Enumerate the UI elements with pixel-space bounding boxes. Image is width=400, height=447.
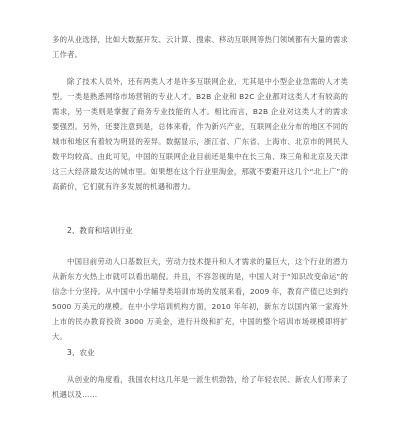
- paragraph-talent-demand: 除了技术人员外，还有两类人才是许多互联网企业，尤其是中小型企业急需的人才类型。一类是熟悉网络市场营销的专业人才。B2B 企业和 B2C 企业都对这类人才有较高的需求，另一类则是掌握了商务专业技能的人才。相比而言，B2B 企业对这类人才的需求要强烈。另外，还要注意到是，总体来看，作为新兴产业，互联网企业分布的地区不同的城市和地区有着较为明显的差异。数据显示，浙江省、广东省、上海市、北京市的网民人数平均较高。由此可见，中国的互联网企业目前还是集中在长三角、珠三角和北京及天津这三大经济最发达的城市里。如果想在这个行业里淘金，那就不要避开这几个“北上广”的高薪价，它们就有许多发展的机遇和潜力。: [52, 77, 348, 191]
- section-heading-education: 2、教育和培训行业: [67, 226, 133, 235]
- paragraph-education-industry: 中国目前劳动人口基数巨大，劳动力技术提升和人才需求的量巨大，这个行业的潜力从新东方火热上市就可以看出端倪。并且，不容忽视的是，中国人对于“知识改变命运”的信念十分坚持。从中国中小学辅导类培训市场的发展来看，2009 年，教育产值已达到约 5000 万美元的规模。在中小学培训机构方面，2010 年年初，新东方以国内第一家海外上市的民办教育投资 3000 万美金，进行升级和扩充，中国的整个培训市场规模即将扩大。: [52, 257, 348, 341]
- paragraph-intro-continuation: 多的从业选择，比如大数据开发、云计算、搜索、移动互联网等热门领域都有大量的需求工作者。: [52, 35, 348, 59]
- paragraph-agriculture: 从创业的角度看，我国农村这几年是一派生机勃勃，给了年轻农民、新农人们带来了机遇以及……: [52, 375, 348, 399]
- section-heading-agriculture: 3、农业: [67, 348, 95, 357]
